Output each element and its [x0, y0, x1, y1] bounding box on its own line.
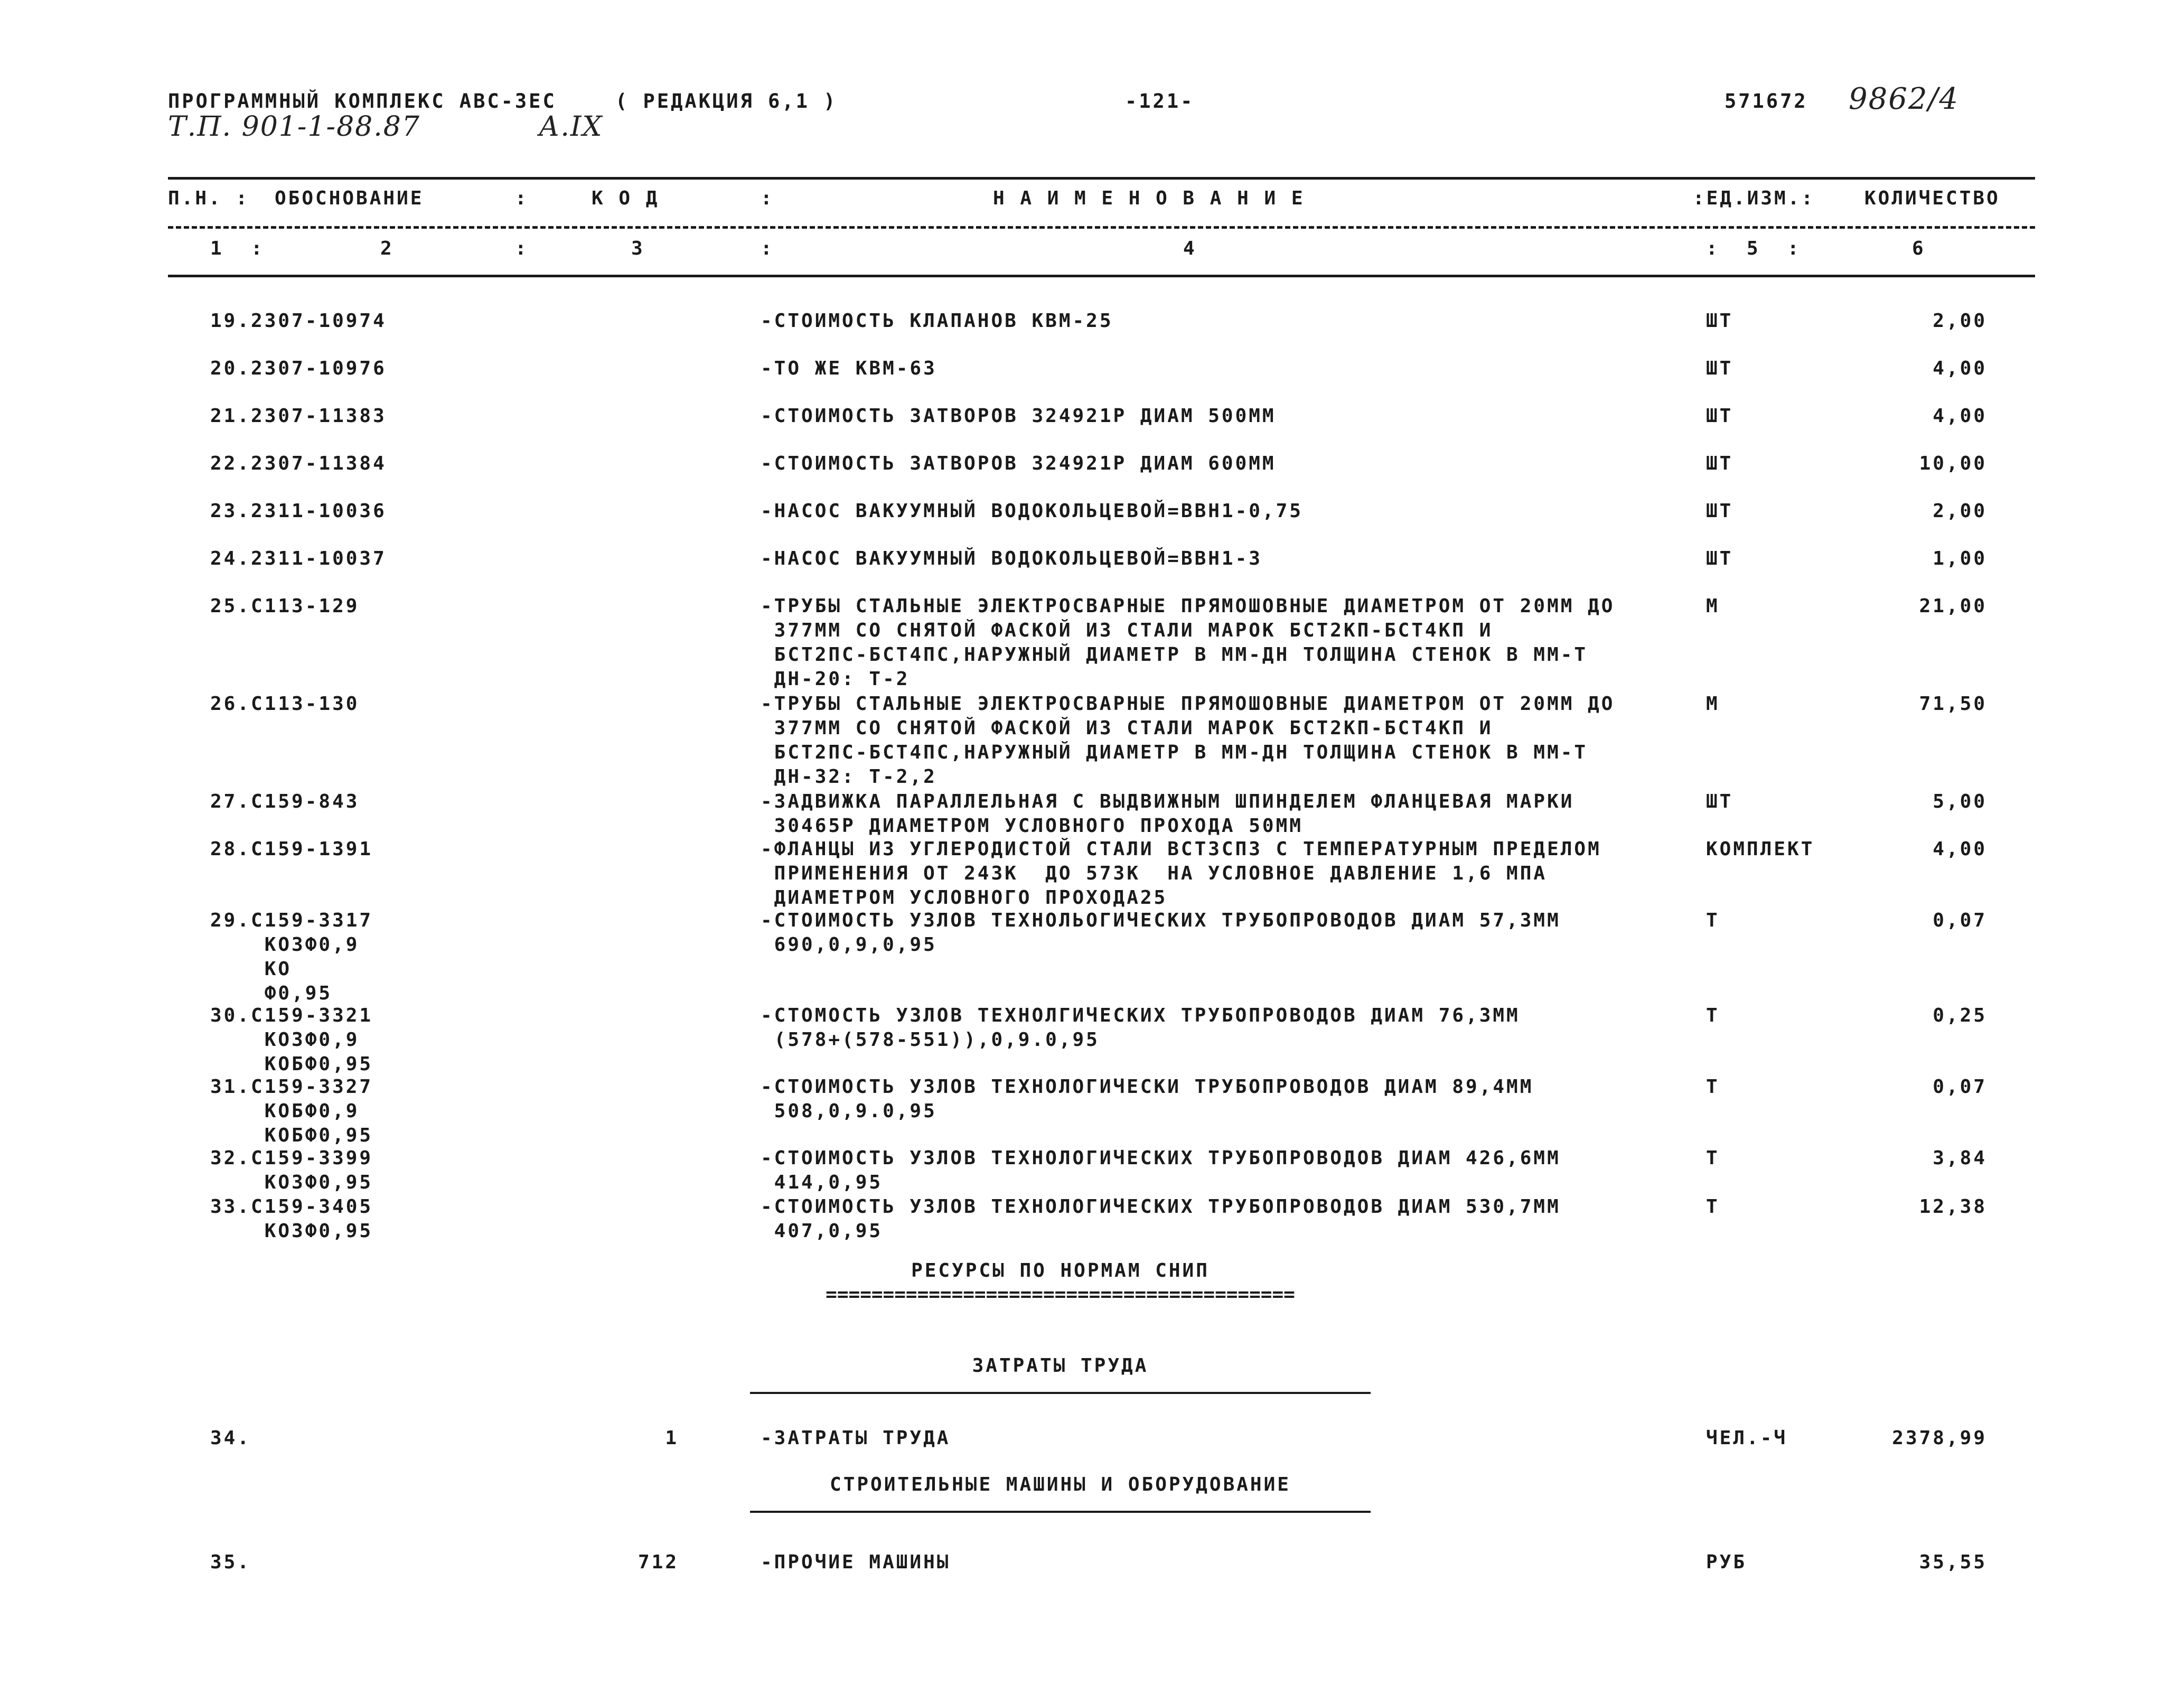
cell-num: 20.2307-10976 [210, 358, 387, 379]
page-number: -121- [1125, 90, 1195, 113]
numbers-8: 6 [1912, 238, 1926, 259]
cell-unit: ШТ [1706, 500, 1733, 522]
cell-name: -ТРУБЫ СТАЛЬНЫЕ ЭЛЕКТРОСВАРНЫЕ ПРЯМОШОВНЫЕ ДИАМЕТРОМ ОТ 20ММ ДО 377ММ СО СНЯТОЙ ФАСКОЙ ИЗ СТАЛИ МАРОК БСТ2КП-БСТ4КП И БСТ2ПС-БСТ4ПС,НАРУЖНЫЙ ДИАМЕТР В ММ-ДН ТОЛЩИНА СТЕНОК В ММ-Т ДН-32: Т-2,2 [761, 693, 1615, 788]
cell-code: 712 [638, 1551, 679, 1573]
cell-unit: М [1706, 693, 1720, 715]
cell-qty: 2,00 [1933, 500, 1987, 522]
program-title: ПРОГРАММНЫЙ КОМПЛЕКС АВС-ЗЕС [168, 90, 557, 113]
cell-num: 26.С113-130 [210, 693, 360, 715]
cell-unit: Т [1706, 910, 1720, 931]
cell-num: 28.С159-1391 [210, 838, 373, 860]
numbers-3: : [515, 238, 529, 259]
cell-num: 30.С159-3321 КОЗФ0,9 КОБФ0,95 [210, 1005, 373, 1075]
cell-num: 27.С159-843 [210, 791, 360, 812]
numbers-5: : [761, 238, 774, 259]
machines-title: СТРОИТЕЛЬНЫЕ МАШИНЫ И ОБОРУДОВАНИЕ [830, 1474, 1291, 1495]
headers-5: : [761, 188, 774, 209]
header-rule-bottom [168, 275, 2035, 277]
labor-title: ЗАТРАТЫ ТРУДА [972, 1355, 1149, 1377]
cell-unit: Т [1706, 1147, 1720, 1169]
cell-name: -НАСОС ВАКУУМНЫЙ ВОДОКОЛЬЦЕВОЙ=ВВН1-0,75 [761, 500, 1303, 522]
cell-name: -НАСОС ВАКУУМНЫЙ ВОДОКОЛЬЦЕВОЙ=ВВН1-3 [761, 548, 1262, 569]
resources-underline: ========================================= [826, 1284, 1295, 1305]
cell-name: -СТОИМОСТЬ УЗЛОВ ТЕХНОЛОГИЧЕСКИ ТРУБОПРОВОДОВ ДИАМ 89,4ММ 508,0,9.0,95 [761, 1076, 1534, 1122]
cell-unit: КОМПЛЕКТ [1706, 838, 1815, 860]
cell-name: -СТОИМОСТЬ УЗЛОВ ТЕХНОЛОГИЧЕСКИХ ТРУБОПРОВОДОВ ДИАМ 530,7ММ 407,0,95 [761, 1196, 1561, 1242]
cell-qty: 0,25 [1933, 1005, 1987, 1026]
labor-underline [750, 1392, 1371, 1394]
cell-code: 1 [665, 1427, 679, 1449]
cell-qty: 0,07 [1933, 1076, 1987, 1098]
cell-qty: 21,00 [1919, 595, 1987, 617]
cell-unit: ШТ [1706, 405, 1733, 427]
cell-qty: 0,07 [1933, 910, 1987, 931]
headers-2: ОБОСНОВАНИЕ [275, 188, 424, 209]
cell-unit: Т [1706, 1196, 1720, 1218]
cell-name: -СТОИМОСТЬ ЗАТВОРОВ 324921Р ДИАМ 500ММ [761, 405, 1276, 427]
cell-name: -ЗАДВИЖКА ПАРАЛЛЕЛЬНАЯ С ВЫДВИЖНЫМ ШПИНДЕЛЕМ ФЛАНЦЕВАЯ МАРКИ 30465Р ДИАМЕТРОМ УСЛОВНОГО ПРОХОДА 50ММ [761, 791, 1574, 837]
handwritten-album: А.IX [539, 111, 603, 143]
cell-qty: 4,00 [1933, 358, 1987, 379]
cell-unit: ШТ [1706, 358, 1733, 379]
headers-6: Н А И М Е Н О В А Н И Е [993, 188, 1305, 209]
cell-unit: М [1706, 595, 1720, 617]
cell-unit: ШТ [1706, 548, 1733, 569]
cell-qty: 35,55 [1919, 1551, 1987, 1573]
cell-qty: 2378,99 [1892, 1427, 1987, 1449]
headers-4: К О Д [592, 188, 660, 209]
header-rule-top [168, 177, 2035, 180]
cell-qty: 5,00 [1933, 791, 1987, 812]
cell-name: -ЗАТРАТЫ ТРУДА [761, 1427, 951, 1449]
cell-unit: РУБ [1706, 1551, 1747, 1573]
headers-8: КОЛИЧЕСТВО [1864, 188, 2000, 209]
cell-unit: Т [1706, 1005, 1720, 1026]
cell-num: 21.2307-11383 [210, 405, 387, 427]
cell-num: 19.2307-10974 [210, 310, 387, 332]
header-rule-mid [168, 226, 2035, 229]
cell-name: -СТОИМОСТЬ КЛАПАНОВ КВМ-25 [761, 310, 1113, 332]
cell-qty: 1,00 [1933, 548, 1987, 569]
cell-num: 23.2311-10036 [210, 500, 387, 522]
edition: ( РЕДАКЦИЯ 6,1 ) [615, 90, 838, 113]
document-number: 571672 [1724, 90, 1808, 113]
cell-unit: ШТ [1706, 310, 1733, 332]
cell-qty: 4,00 [1933, 405, 1987, 427]
cell-name: -СТОМОСТЬ УЗЛОВ ТЕХНОЛГИЧЕСКИХ ТРУБОПРОВОДОВ ДИАМ 76,3ММ (578+(578-551)),0,9.0,95 [761, 1005, 1520, 1051]
handwritten-tp: Т.П. 901-1-88.87 [168, 111, 420, 143]
cell-num: 29.С159-3317 КОЗФ0,9 КО Ф0,95 [210, 910, 373, 1004]
cell-num: 33.С159-3405 КОЗФ0,95 [210, 1196, 373, 1242]
headers-3: : [515, 188, 529, 209]
cell-unit: ЧЕЛ.-Ч [1706, 1427, 1788, 1449]
cell-qty: 3,84 [1933, 1147, 1987, 1169]
cell-num: 35. [210, 1551, 251, 1573]
cell-name: -ПРОЧИЕ МАШИНЫ [761, 1551, 951, 1573]
cell-num: 32.С159-3399 КОЗФ0,95 [210, 1147, 373, 1193]
machines-underline [750, 1511, 1371, 1513]
numbers-6: 4 [1183, 238, 1197, 259]
cell-name: -ФЛАНЦЫ ИЗ УГЛЕРОДИСТОЙ СТАЛИ ВСТ3СП3 С ТЕМПЕРАТУРНЫМ ПРЕДЕЛОМ ПРИМЕНЕНИЯ ОТ 243К ДО 573К НА УСЛОВНОЕ ДАВЛЕНИЕ 1,6 МПА ДИАМЕТРОМ УСЛОВНОГО ПРОХОДА25 [761, 838, 1601, 909]
cell-num: 24.2311-10037 [210, 548, 387, 569]
cell-num: 34. [210, 1427, 251, 1449]
cell-name: -ТО ЖЕ КВМ-63 [761, 358, 937, 379]
cell-unit: ШТ [1706, 791, 1733, 812]
cell-num: 31.С159-3327 КОБФ0,9 КОБФ0,95 [210, 1076, 373, 1146]
headers-7: :ЕД.ИЗМ.: [1693, 188, 1815, 209]
cell-unit: Т [1706, 1076, 1720, 1098]
resources-title: РЕСУРСЫ ПО НОРМАМ СНИП [911, 1260, 1210, 1281]
cell-name: -СТОИМОСТЬ УЗЛОВ ТЕХНОЛЬОГИЧЕСКИХ ТРУБОПРОВОДОВ ДИАМ 57,3ММ 690,0,9,0,95 [761, 910, 1561, 956]
cell-unit: ШТ [1706, 453, 1733, 474]
numbers-1: 1 : [210, 238, 265, 259]
cell-qty: 2,00 [1933, 310, 1987, 332]
numbers-7: : 5 : [1706, 238, 1801, 259]
cell-num: 22.2307-11384 [210, 453, 387, 474]
cell-qty: 10,00 [1919, 453, 1987, 474]
cell-qty: 12,38 [1919, 1196, 1987, 1218]
cell-name: -СТОИМОСТЬ ЗАТВОРОВ 324921Р ДИАМ 600ММ [761, 453, 1276, 474]
cell-qty: 71,50 [1919, 693, 1987, 715]
headers-1: П.Н. : [168, 188, 250, 209]
cell-name: -ТРУБЫ СТАЛЬНЫЕ ЭЛЕКТРОСВАРНЫЕ ПРЯМОШОВНЫЕ ДИАМЕТРОМ ОТ 20ММ ДО 377ММ СО СНЯТОЙ ФАСКОЙ ИЗ СТАЛИ МАРОК БСТ2КП-БСТ4КП И БСТ2ПС-БСТ4ПС,НАРУЖНЫЙ ДИАМЕТР В ММ-ДН ТОЛЩИНА СТЕНОК В ММ-Т ДН-20: Т-2 [761, 595, 1615, 690]
cell-num: 25.С113-129 [210, 595, 360, 617]
cell-qty: 4,00 [1933, 838, 1987, 860]
handwritten-ref: 9862/4 [1849, 82, 1960, 116]
numbers-4: 3 [631, 238, 645, 259]
cell-name: -СТОИМОСТЬ УЗЛОВ ТЕХНОЛОГИЧЕСКИХ ТРУБОПРОВОДОВ ДИАМ 426,6ММ 414,0,95 [761, 1147, 1561, 1193]
numbers-2: 2 [380, 238, 394, 259]
